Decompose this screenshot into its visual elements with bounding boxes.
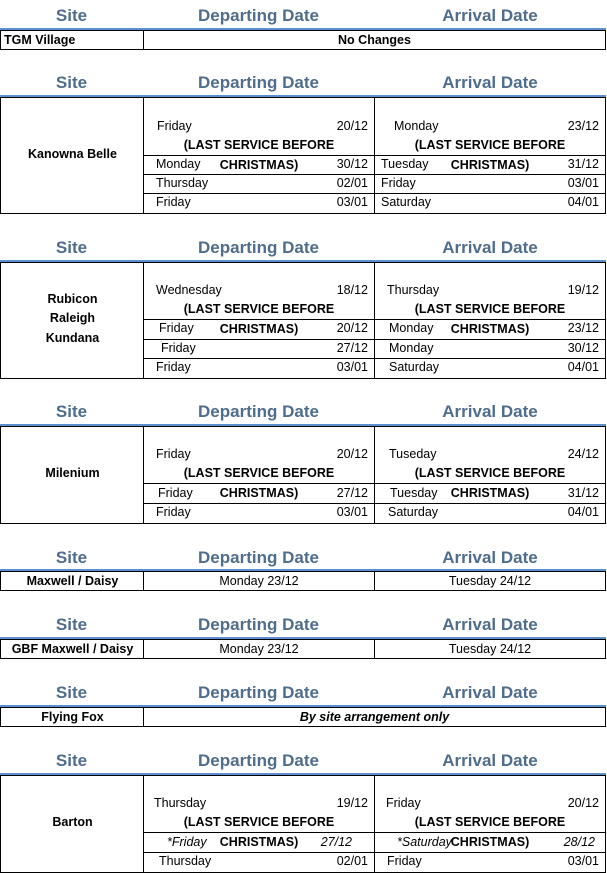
site-name: Kanowna Belle [28, 147, 117, 161]
date: 28/12 [563, 835, 595, 849]
arrival-row [375, 445, 605, 465]
day: Saturday [388, 505, 439, 519]
arrival-date: Tuesday 24/12 [448, 574, 532, 588]
note: (LAST SERVICE BEFORE CHRISTMAS) [183, 302, 335, 336]
date: 04/01 [567, 505, 599, 519]
date: 03/01 [567, 854, 599, 868]
site-name: Maxwell / Daisy [26, 574, 119, 588]
header-departing: Departing Date [198, 238, 319, 257]
departure-row [144, 358, 374, 378]
date: 18/12 [336, 283, 368, 297]
date: 27/12 [336, 341, 368, 355]
day: Wednesday [156, 283, 222, 297]
header-arrival: Arrival Date [442, 6, 538, 25]
milenium-table [0, 426, 606, 524]
departure-row [144, 193, 374, 213]
header-site: Site [55, 548, 88, 567]
day: Friday [161, 341, 196, 355]
departure-row [144, 445, 374, 465]
header-arrival: Arrival Date [442, 751, 538, 770]
date: 27/12 [320, 835, 352, 849]
date: 02/01 [336, 176, 368, 190]
kanowna-belle-table [0, 97, 606, 214]
arrival-row [375, 193, 605, 213]
date: 24/12 [567, 447, 599, 461]
day: Friday [387, 854, 422, 868]
day: Friday [159, 321, 194, 335]
arrival-row [375, 155, 605, 175]
date: 02/01 [336, 854, 368, 868]
note: (LAST SERVICE BEFORE CHRISTMAS) [183, 138, 335, 172]
arrival-row [375, 339, 605, 359]
day: Friday [156, 195, 191, 209]
note: (LAST SERVICE BEFORE CHRISTMAS) [183, 466, 335, 500]
date: 03/01 [336, 195, 368, 209]
date: 20/12 [567, 796, 599, 810]
arrival-row [375, 833, 605, 853]
day: Friday [381, 176, 416, 190]
day: Monday [156, 157, 201, 171]
arrival-row [375, 319, 605, 339]
table-header [0, 3, 606, 29]
site-name: TGM Village [4, 33, 76, 47]
note: (LAST SERVICE BEFORE CHRISTMAS) [414, 466, 566, 500]
departure-row [144, 281, 374, 301]
header-site: Site [55, 6, 88, 25]
date: 03/01 [336, 360, 368, 374]
arrival-row [375, 852, 605, 872]
arrival-row [375, 281, 605, 301]
header-departing: Departing Date [198, 615, 319, 634]
site-name-kundana: Kundana [45, 331, 100, 345]
date: 03/01 [336, 505, 368, 519]
maxwell-daisy-row [0, 571, 606, 591]
table-header [0, 399, 606, 425]
day: Tuesday [381, 157, 429, 171]
arrival-row [375, 358, 605, 378]
table-header [0, 235, 606, 261]
header-departing: Departing Date [198, 73, 319, 92]
day: Friday [157, 119, 192, 133]
departing-date: Monday 23/12 [219, 574, 299, 588]
departure-row [144, 833, 374, 853]
arrangement-note: By site arrangement only [299, 710, 450, 724]
day: Tuseday [389, 447, 437, 461]
header-departing: Departing Date [198, 683, 319, 702]
day: Friday [156, 505, 191, 519]
departure-row [144, 319, 374, 339]
day: Thursday [156, 176, 209, 190]
site-name-raleigh: Raleigh [49, 311, 96, 325]
date: 23/12 [567, 119, 599, 133]
day: Monday [394, 119, 439, 133]
date: 19/12 [336, 796, 368, 810]
header-site: Site [55, 238, 88, 257]
date: 19/12 [567, 283, 599, 297]
departing-date: Monday 23/12 [219, 642, 299, 656]
header-arrival: Arrival Date [442, 683, 538, 702]
header-arrival: Arrival Date [442, 402, 538, 421]
no-changes-note: No Changes [338, 33, 411, 47]
arrival-date: Tuesday 24/12 [448, 642, 532, 656]
departure-row [144, 484, 374, 504]
arrival-row [375, 174, 605, 194]
header-arrival: Arrival Date [442, 238, 538, 257]
header-site: Site [55, 402, 88, 421]
header-departing: Departing Date [198, 402, 319, 421]
site-name: Flying Fox [41, 710, 104, 724]
note: (LAST SERVICE BEFORE CHRISTMAS) [414, 815, 566, 849]
day: Friday [156, 447, 191, 461]
gbf-maxwell-daisy-row [0, 639, 606, 659]
flying-fox-row [0, 707, 606, 727]
date: 30/12 [336, 157, 368, 171]
date: 30/12 [567, 341, 599, 355]
header-site: Site [55, 751, 88, 770]
table-header [0, 748, 606, 774]
day: Monday [389, 321, 434, 335]
departure-row [144, 117, 374, 137]
date: 04/01 [567, 195, 599, 209]
header-site: Site [55, 73, 88, 92]
note: (LAST SERVICE BEFORE CHRISTMAS) [414, 138, 566, 172]
departure-row [144, 174, 374, 194]
arrival-row [375, 117, 605, 137]
departure-row [144, 794, 374, 814]
date: 04/01 [567, 360, 599, 374]
date: 20/12 [336, 447, 368, 461]
day: Thursday [159, 854, 212, 868]
header-arrival: Arrival Date [442, 548, 538, 567]
date: 03/01 [567, 176, 599, 190]
day: Thursday [154, 796, 207, 810]
tgm-village-row [0, 30, 606, 50]
header-departing: Departing Date [198, 6, 319, 25]
site-name: GBF Maxwell / Daisy [11, 642, 134, 656]
table-header [0, 612, 606, 638]
date: 27/12 [336, 486, 368, 500]
date: 20/12 [336, 321, 368, 335]
table-header [0, 545, 606, 571]
date: 31/12 [567, 486, 599, 500]
arrival-row [375, 503, 605, 523]
site-name: Barton [52, 815, 93, 829]
date: 23/12 [567, 321, 599, 335]
day: Thursday [387, 283, 440, 297]
departure-row [144, 155, 374, 175]
note: (LAST SERVICE BEFORE CHRISTMAS) [414, 302, 566, 336]
site-name-rubicon: Rubicon [47, 292, 98, 306]
date: 20/12 [336, 119, 368, 133]
day: Tuesday [390, 486, 438, 500]
arrival-row [375, 794, 605, 814]
site-name: Milenium [45, 466, 100, 480]
day: Friday [156, 360, 191, 374]
date: 31/12 [567, 157, 599, 171]
rubicon-table [0, 262, 606, 379]
day: Saturday [381, 195, 432, 209]
table-header [0, 680, 606, 706]
day: *Friday [167, 835, 207, 849]
header-departing: Departing Date [198, 751, 319, 770]
day: Saturday [389, 360, 440, 374]
barton-table [0, 775, 606, 873]
day: Monday [389, 341, 434, 355]
header-arrival: Arrival Date [442, 73, 538, 92]
header-site: Site [55, 683, 88, 702]
day: *Saturday [397, 835, 452, 849]
departure-row [144, 503, 374, 523]
header-arrival: Arrival Date [442, 615, 538, 634]
note: (LAST SERVICE BEFORE CHRISTMAS) [183, 815, 335, 849]
day: Friday [386, 796, 421, 810]
header-departing: Departing Date [198, 548, 319, 567]
departure-row [144, 852, 374, 872]
departure-row [144, 339, 374, 359]
day: Friday [158, 486, 193, 500]
table-header [0, 70, 606, 96]
arrival-row [375, 484, 605, 504]
header-site: Site [55, 615, 88, 634]
